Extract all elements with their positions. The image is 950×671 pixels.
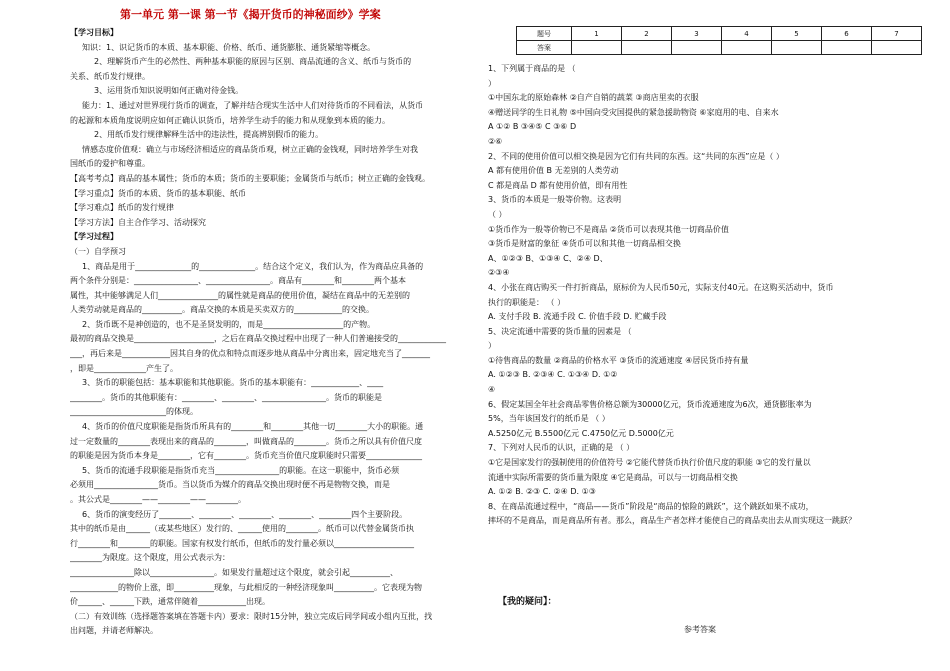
reference-answer-label: 参考答案 bbox=[684, 625, 716, 634]
text-line: ，即是_____________产生了。 bbox=[70, 363, 178, 373]
text-line: 2、理解货币产生的必然性、两种基本职能的原因与区别、商品流通的含义、纸币与货币的 bbox=[94, 57, 412, 67]
question-line: 5、决定流通中需要的货币量的因素是 （ bbox=[488, 326, 632, 336]
question-line: A ①② B ③④⑤ C ③⑥ D bbox=[488, 122, 577, 132]
answer-table-cell[interactable] bbox=[822, 41, 872, 55]
question-line: （ ） bbox=[488, 209, 507, 219]
text-line: 3、货币的职能包括：基本职能和其他职能。货币的基本职能有：____________、____ bbox=[82, 378, 384, 388]
text-line: 的职能是因为货币本身是________，它有________。货币充当价值尺度职能时只需要______________ bbox=[70, 451, 422, 461]
text-line: 属性，其中能够满足人们_______________的属性就是商品的使用价值，凝结在商品中的无差别的 bbox=[70, 290, 410, 300]
question-line: ①中国东北的原始森林 ②自产自销的蔬菜 ③商店里卖的衣服 bbox=[488, 93, 699, 103]
answer-table bbox=[516, 26, 922, 55]
text-line: 其中的纸币是由______（或某些地区）发行的、______使用的________。纸币可以代替金属货币执 bbox=[70, 524, 414, 534]
question-line: ④赠送同学的生日礼物 ⑤中国向受灾国提供的紧急援助物资 ⑥家庭用的电、自来水 bbox=[488, 107, 779, 117]
question-line: 7、下列对人民币的认识，正确的是 （ ） bbox=[488, 443, 635, 453]
text-line: 出问题，并请老师解决。 bbox=[70, 626, 158, 636]
question-line: A 都有使用价值 B 无差别的人类劳动 bbox=[488, 166, 619, 176]
answer-table-cell: 4 bbox=[722, 27, 772, 41]
text-line: 【学习重点】货币的本质、货币的基本职能、纸币 bbox=[70, 188, 246, 198]
answer-table-cell: 答案 bbox=[517, 41, 572, 55]
text-line: （二）有效训练（选择题答案填在答题卡内）要求：限时15分钟，独立完成后同学间或小组内互批，找 bbox=[70, 611, 433, 621]
answer-table-cell[interactable] bbox=[722, 41, 772, 55]
question-line: A. ①②③ B. ②③④ C. ①③④ D. ①② bbox=[488, 370, 618, 380]
question-line: 摔坏的不是商品，而是商品所有者。那么，商品生产者怎样才能使自己的商品卖出去从而实现这一跳跃？ bbox=[488, 516, 856, 526]
text-line: 3、运用货币知识说明如何正确对待金钱。 bbox=[94, 86, 244, 96]
text-line: ___，再后来是____________因其自身的优点和特点而逐步地从商品中分离出来，固定地充当了_______ bbox=[70, 349, 430, 359]
text-line: 【学习方法】自主合作学习、活动探究 bbox=[70, 217, 206, 227]
text-line: 【高考考点】商品的基本属性；货币的本质；货币的主要职能；金属货币与纸币；树立正确的金钱观。 bbox=[70, 173, 430, 183]
answer-table-cell: 5 bbox=[772, 27, 822, 41]
text-line: ________为限度。这个限度，用公式表示为： bbox=[70, 553, 230, 563]
answer-table-cell: 6 bbox=[822, 27, 872, 41]
answer-table-cell: 1 bbox=[572, 27, 622, 41]
question-line: 8、在商品流通过程中，“商品——货币”阶段是“商品的惊险的跳跃”，这个跳跃如果不成功， bbox=[488, 501, 814, 511]
answer-table-cell: 7 bbox=[872, 27, 922, 41]
answer-table-cell[interactable] bbox=[572, 41, 622, 55]
question-line: ②③④ bbox=[488, 268, 510, 278]
question-line: ④ bbox=[488, 385, 496, 395]
answer-table-cell[interactable] bbox=[872, 41, 922, 55]
question-line: ） bbox=[488, 341, 496, 351]
left-column bbox=[70, 26, 470, 639]
question-line: A. ①② B. ②③ C. ②④ D. ①③ bbox=[488, 487, 596, 497]
question-line: 4、小张在商店购买一件打折商品，原标价为人民币50元，实际支付40元。在这购买活动中，货币 bbox=[488, 282, 834, 292]
text-line: 关系、纸币发行规律。 bbox=[70, 71, 150, 81]
text-line: 必须用________________货币。当以货币为媒介的商品交换出现时便不再是物物交换，而是 bbox=[70, 480, 390, 490]
answer-table-answer-row bbox=[517, 41, 922, 55]
text-line: 行________和________的职能。国家有权发行纸币，但纸币的发行量必须以____________________ bbox=[70, 538, 414, 548]
text-line: 4、货币的价值尺度职能是指货币所具有的________和________其他一切________大小的职能。通 bbox=[82, 422, 424, 432]
question-line: A. 支付手段 B. 流通手段 C. 价值手段 D. 贮藏手段 bbox=[488, 312, 667, 322]
question-line: 6、假定某国全年社会商品零售价格总额为30000亿元，货币流通速度为6次，通货膨胀率为 bbox=[488, 399, 812, 409]
text-line: 过一定数量的________表现出来的商品的________，叫做商品的________。货币之所以具有价值尺度 bbox=[70, 436, 422, 446]
answer-table-cell: 2 bbox=[622, 27, 672, 41]
text-line: ________________除以________________。如果发行量超过这个限度，就会引起__________、 bbox=[70, 567, 398, 577]
text-line: 【学习难点】纸币的发行规律 bbox=[70, 203, 174, 213]
answer-table-cell: 题号 bbox=[517, 27, 572, 41]
question-line: C 都是商品 D 都有使用价值，即有用性 bbox=[488, 180, 628, 190]
question-line: 2、不同的使用价值可以相交换是因为它们有共同的东西。这“共同的东西”应是（ ） bbox=[488, 151, 784, 161]
question-line: 5%，当年该国发行的纸币是 （ ） bbox=[488, 414, 610, 424]
page-title: 第一单元 第一课 第一节《揭开货币的神秘面纱》学案 bbox=[120, 8, 381, 21]
text-line: 国纸币的爱护和尊重。 bbox=[70, 159, 150, 169]
text-line: 1、商品是用于______________的______________。结合这个定义，我们认为，作为商品应具备的 bbox=[82, 261, 424, 271]
question-line: 3、货币的本质是一般等价物。这表明 bbox=[488, 195, 622, 205]
question-line: ） bbox=[488, 78, 496, 88]
text-line: 知识：1、识记货币的本质、基本职能、价格、纸币、通货膨胀、通货紧缩等概念。 bbox=[82, 42, 376, 52]
answer-table-cell[interactable] bbox=[622, 41, 672, 55]
text-line: 【学习过程】 bbox=[70, 232, 118, 242]
question-line: A、①②③ B、①③④ C、②④ D、 bbox=[488, 253, 608, 263]
text-line: 人类劳动就是商品的__________。商品交换的本质是买卖双方的____________的交换。 bbox=[70, 305, 374, 315]
text-line: ________。货币的其他职能有：________、________、________________。货币的职能是 bbox=[70, 392, 382, 402]
text-line: 最初的商品交换是____________________，之后在商品交换过程中出现了一种人们普遍接受的____________ bbox=[70, 334, 446, 344]
question-line: ③货币是财富的象征 ④货币可以和其他一切商品相交换 bbox=[488, 239, 681, 249]
text-line: 能力：1、通过对世界现行货币的调查，了解并结合现实生活中人们对待货币的不同看法，从货币 bbox=[82, 100, 424, 110]
text-line: 价______、______下跌，通常伴随着____________出现。 bbox=[70, 597, 270, 607]
question-line: ①待售商品的数量 ②商品的价格水平 ③货币的流通速度 ④居民货币持有量 bbox=[488, 355, 749, 365]
question-line: 流通中实际所需要的货币量为限度 ④它是商品，可以与一切商品相交换 bbox=[488, 472, 738, 482]
answer-table-cell: 3 bbox=[672, 27, 722, 41]
text-line: 5、货币的流通手段职能是指货币充当________________的职能。在这一职能中，货币必须 bbox=[82, 465, 400, 475]
text-line: 情感态度价值观：确立与市场经济相适应的商品货币观，树立正确的金钱观，同时培养学生对我 bbox=[82, 144, 418, 154]
question-line: 1、下列属于商品的是 （ bbox=[488, 64, 576, 73]
my-doubt-label: 【我的疑问】： bbox=[498, 597, 557, 607]
text-line: 2、用纸币发行规律解释生活中的违法性，提高辨别假币的能力。 bbox=[94, 130, 324, 140]
answer-table-cell[interactable] bbox=[772, 41, 822, 55]
question-line: 执行的职能是： （ ） bbox=[488, 297, 566, 307]
answer-table-header-row bbox=[517, 27, 922, 41]
question-line: ①货币作为一般等价物已不是商品 ②货币可以表现其他一切商品价值 bbox=[488, 224, 729, 234]
text-line: （一）自学预习 bbox=[70, 246, 126, 256]
text-line: 两个条件分别是：________________、________________。商品有________和________两个基本 bbox=[70, 276, 406, 286]
answer-table-cell[interactable] bbox=[672, 41, 722, 55]
text-line: 6、货币的演变经历了________、________、________、________、________四个主要阶段。 bbox=[82, 509, 408, 519]
text-line: ________________________的体现。 bbox=[70, 407, 198, 417]
text-line: 【学习目标】 bbox=[70, 28, 118, 37]
question-line: A.5250亿元 B.5500亿元 C.4750亿元 D.5000亿元 bbox=[488, 428, 674, 438]
text-line: ____________的物价上涨，即__________现象，与此相反的一种经济现象叫__________。它表现为物 bbox=[70, 582, 422, 592]
text-line: 。其公式是________——________——________。 bbox=[70, 495, 246, 504]
text-line: 的起源和本质角度说明应如何正确认识货币，培养学生动手的能力和从现象到本质的能力。 bbox=[70, 115, 390, 125]
right-column bbox=[488, 62, 898, 529]
question-line: ①它是国家发行的强制使用的价值符号 ②它能代替货币执行价值尺度的职能 ③它的发行量以 bbox=[488, 458, 811, 468]
question-line: ②⑥ bbox=[488, 136, 503, 146]
text-line: 2、货币既不是神创造的，也不是圣贤发明的，而是____________________的产物。 bbox=[82, 319, 376, 329]
